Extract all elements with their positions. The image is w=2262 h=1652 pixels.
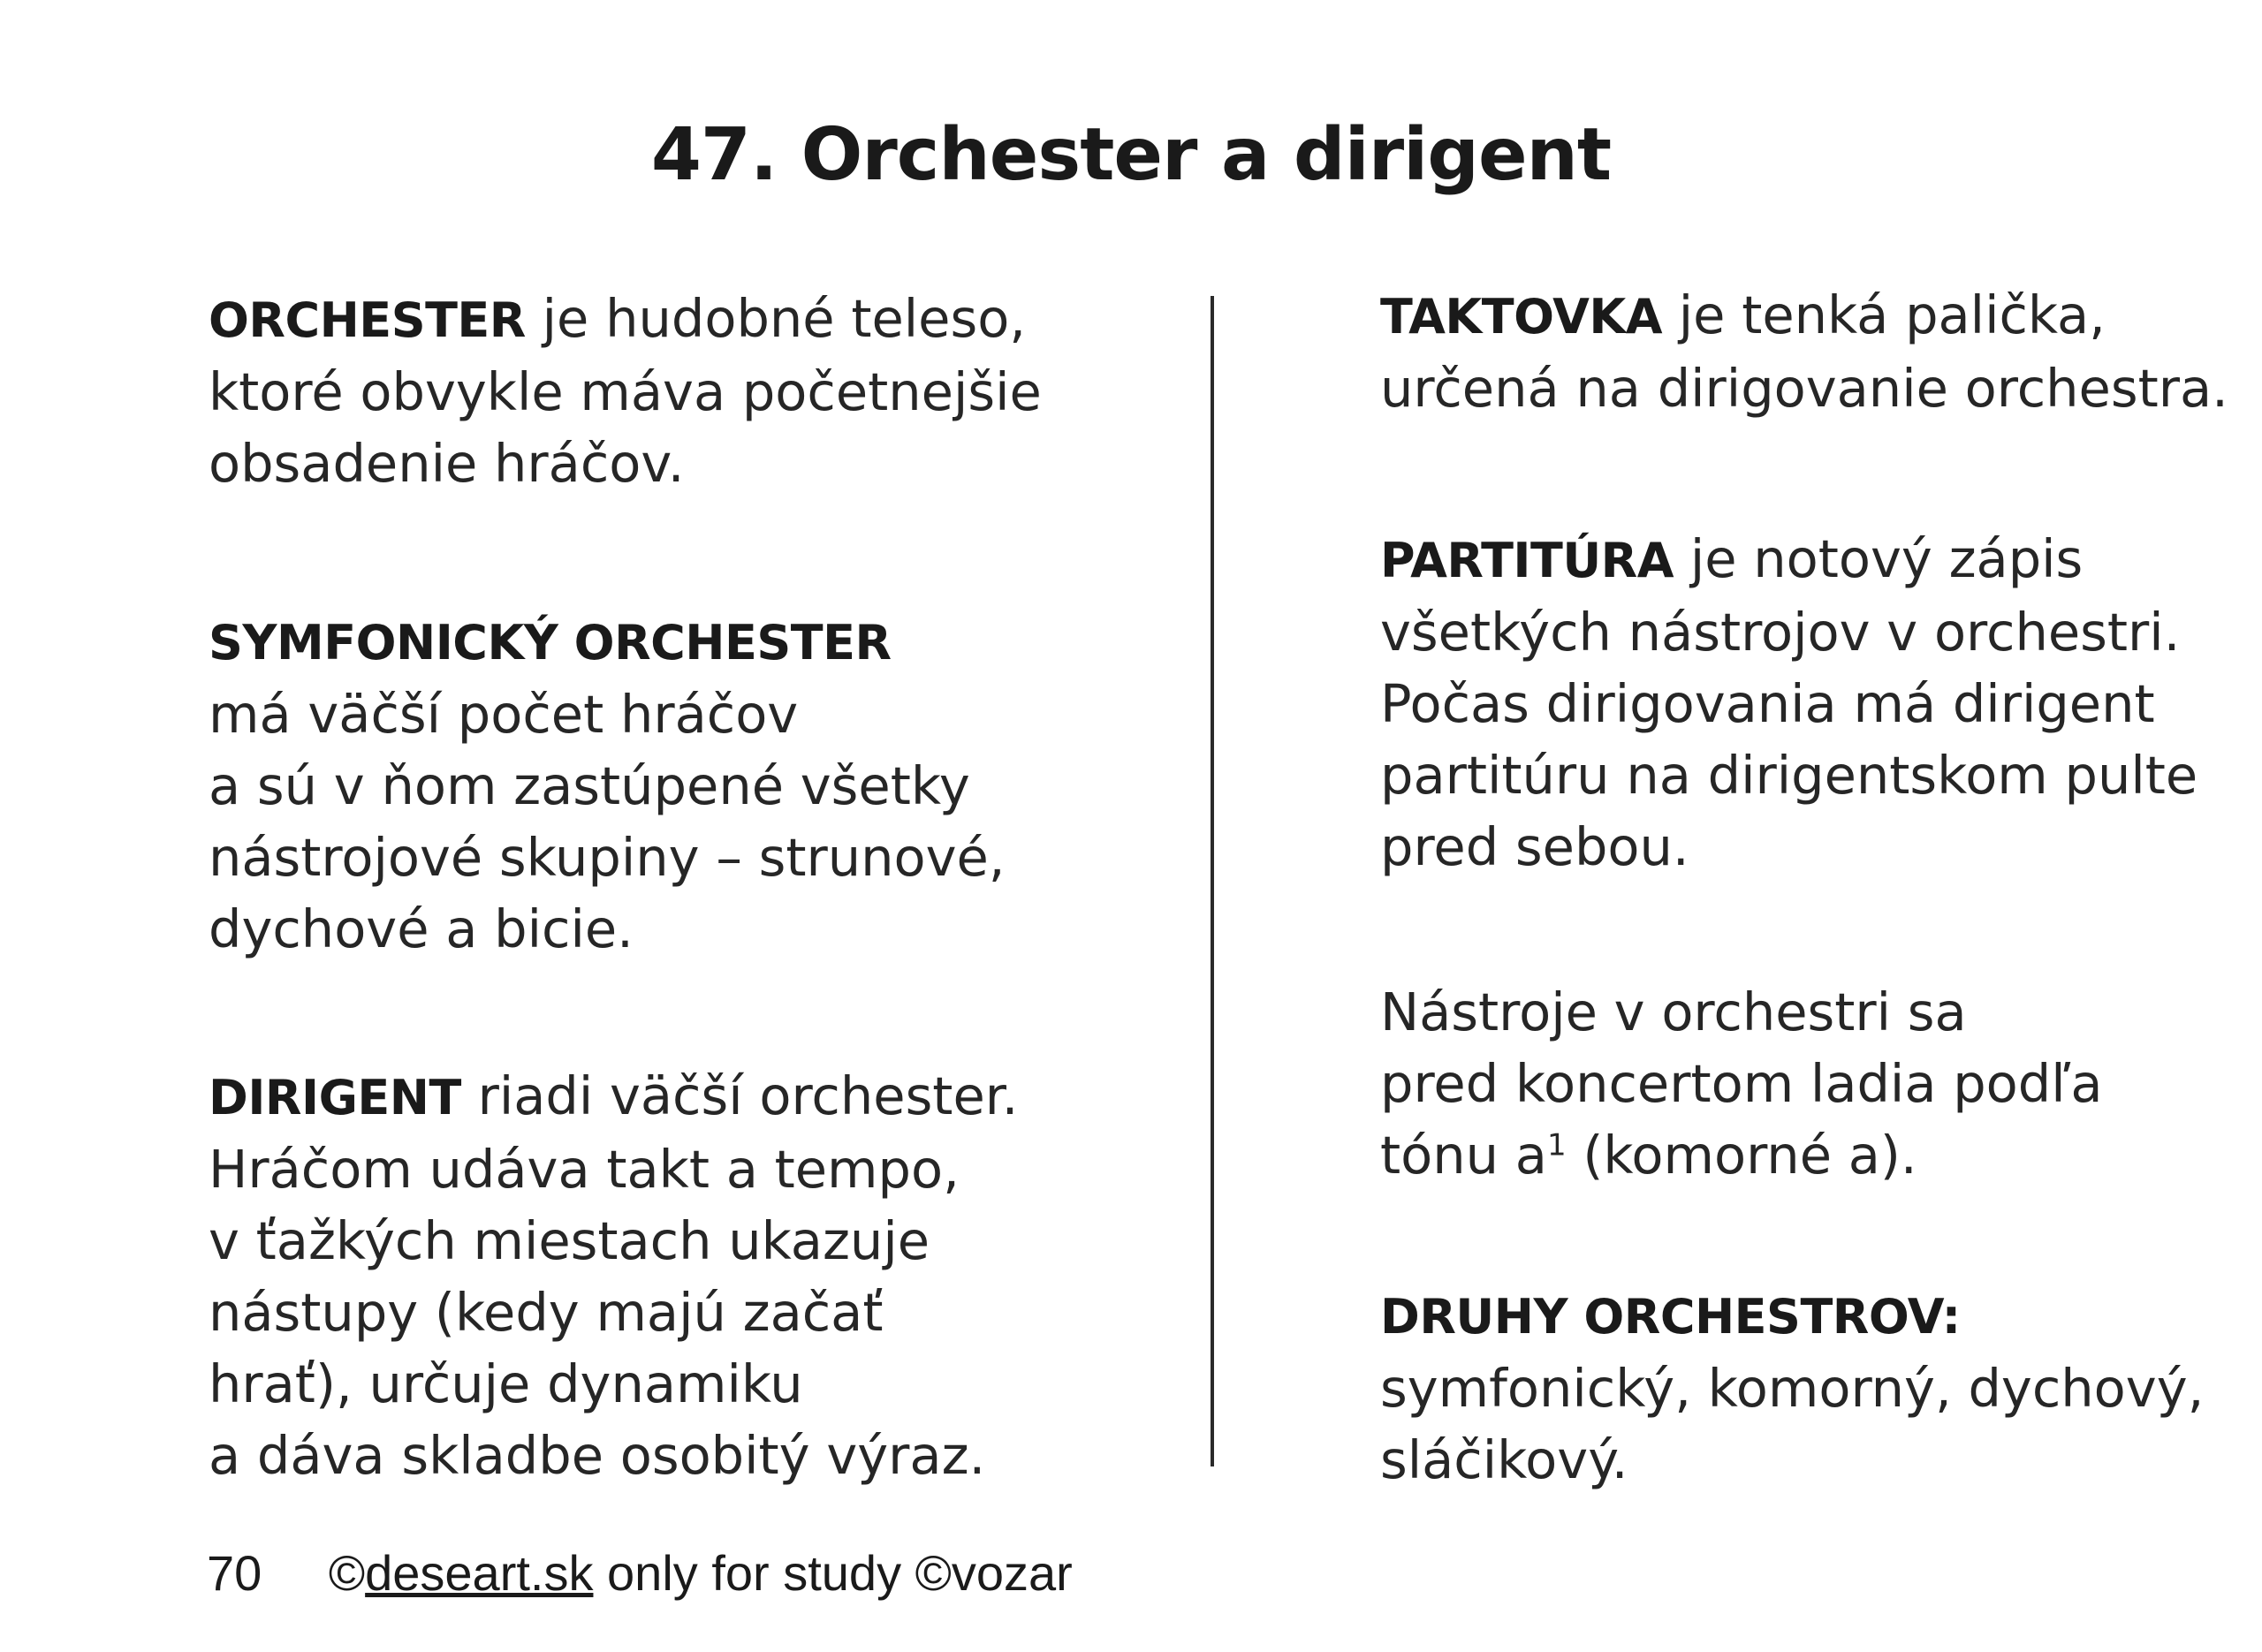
taktovka-line-2: určená na dirigovanie orchestra. [1380, 358, 2228, 419]
taktovka-text: je tenká palička, [1662, 284, 2106, 345]
partitura-term: PARTITÚRA [1380, 533, 1674, 588]
partitura-line-1 [1380, 523, 2255, 596]
druhy-line-1: symfonický, komorný, dychový, [1380, 1358, 2205, 1419]
symfonicky-definition [209, 607, 1163, 965]
taktovka-term: TAKTOVKA [1380, 289, 1662, 345]
druhy-line-2: sláčikový. [1380, 1429, 1628, 1490]
dirigent-line-5: hrať), určuje dynamiku [209, 1353, 803, 1414]
symfonicky-line-4: dychové a bicie. [209, 898, 634, 959]
dirigent-line-2: Hráčom udáva takt a tempo, [209, 1139, 960, 1200]
orchester-line-2: ktoré obvykle máva početnejšie [209, 361, 1042, 422]
dirigent-line-3: v ťažkých miestach ukazuje [209, 1210, 930, 1271]
partitura-definition [1380, 523, 2255, 883]
ladenie-line-3 [1380, 1119, 2255, 1191]
ladenie-line-2: pred koncertom ladia podľa [1380, 1053, 2103, 1114]
dirigent-text: riadi väčší orchester. [460, 1065, 1019, 1126]
ladenie-tone: tónu a [1380, 1125, 1547, 1186]
ladenie-line-1: Nástroje v orchestri sa [1380, 981, 1967, 1042]
orchester-line-3: obsadenie hráčov. [209, 433, 685, 494]
partitura-line-5: pred sebou. [1380, 816, 1689, 877]
dirigent-line-6: a dáva skladbe osobitý výraz. [209, 1425, 986, 1486]
dirigent-line-1 [209, 1060, 1163, 1133]
symfonicky-line-3: nástrojové skupiny – strunové, [209, 827, 1006, 888]
ladenie-komorne: (komorné a). [1566, 1125, 1917, 1186]
symfonicky-term: SYMFONICKÝ ORCHESTER [209, 615, 892, 671]
taktovka-definition [1380, 279, 2255, 424]
page-title: 47. Orchester a dirigent [650, 113, 1612, 197]
partitura-line-4: partitúru na dirigentskom pulte [1380, 745, 2198, 806]
page-number: 70 [207, 1545, 262, 1601]
partitura-text: je notový zápis [1674, 528, 2084, 589]
orchester-line-1 [209, 283, 1163, 356]
copyright-symbol: © [328, 1545, 366, 1601]
orchester-term: ORCHESTER [209, 292, 526, 348]
deseart-link[interactable]: deseart.sk [365, 1545, 594, 1601]
druhy-term: DRUHY ORCHESTROV: [1380, 1289, 1961, 1345]
dirigent-term: DIRIGENT [209, 1070, 461, 1125]
ladenie-note [1380, 976, 2255, 1191]
page-footer [207, 1544, 1073, 1602]
footer-suffix: only for study ©vozar [593, 1545, 1073, 1601]
dirigent-definition [209, 1060, 1163, 1491]
dirigent-line-4: nástupy (kedy majú začať [209, 1282, 884, 1343]
druhy-orchestrov [1380, 1281, 2255, 1496]
orchester-text: je hudobné teleso, [525, 288, 1027, 349]
ladenie-superscript: 1 [1546, 1127, 1567, 1163]
orchester-definition [209, 283, 1163, 499]
taktovka-line-1 [1380, 279, 2255, 352]
partitura-line-2: všetkých nástrojov v orchestri. [1380, 602, 2181, 663]
partitura-line-3: Počas dirigovania má dirigent [1380, 673, 2155, 734]
symfonicky-line-1: má väčší počet hráčov [209, 684, 799, 745]
symfonicky-line-2: a sú v ňom zastúpené všetky [209, 755, 970, 816]
column-divider [1211, 296, 1214, 1466]
